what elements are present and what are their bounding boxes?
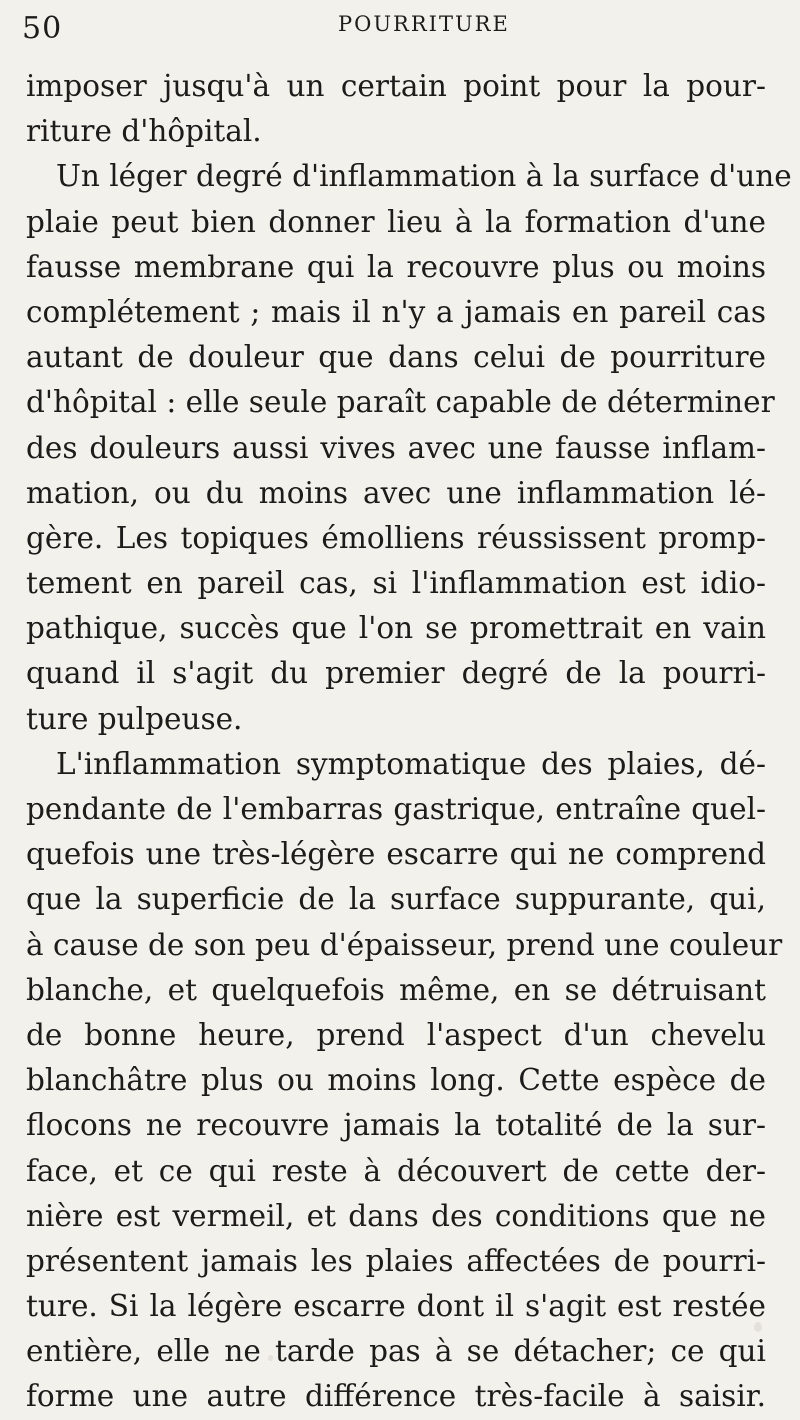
text-line: forme une autre différence très-facile à saisir.	[26, 1379, 766, 1414]
text-line: quand il s'agit du premier degré de la pourri-	[26, 656, 766, 691]
page-header	[0, 0, 800, 60]
text-line: des douleurs aussi vives avec une fausse inflam-	[26, 430, 766, 465]
text-line: que la superficie de la surface suppurante, qui,	[26, 882, 766, 917]
text-line: face, et ce qui reste à découvert de cette der-	[26, 1153, 766, 1188]
paper-spot	[268, 1355, 273, 1361]
text-line: ture pulpeuse.	[26, 701, 243, 736]
text-line: à cause de son peu d'épaisseur, prend une couleur	[26, 927, 783, 962]
running-head: POURRITURE	[338, 12, 510, 36]
text-line: gère. Les topiques émolliens réussissent promp-	[26, 520, 766, 555]
text-line: blanchâtre plus ou moins long. Cette espèce de	[26, 1063, 766, 1098]
text-line: d'hôpital : elle seule paraît capable de déterminer	[26, 385, 775, 420]
text-line: L'inflammation symptomatique des plaies, dé-	[56, 746, 766, 781]
paper-spot	[754, 1322, 762, 1332]
page-number: 50	[22, 11, 63, 46]
text-line: riture d'hôpital.	[26, 114, 262, 149]
text-line: plaie peut bien donner lieu à la formation d'une	[26, 204, 766, 239]
text-line: quefois une très-légère escarre qui ne comprend	[26, 837, 766, 872]
text-line: entière, elle ne tarde pas à se détacher; ce qui	[26, 1334, 766, 1369]
text-line: fausse membrane qui la recouvre plus ou moins	[26, 249, 766, 284]
text-line: blanche, et quelquefois même, en se détruisant	[26, 972, 766, 1007]
text-line: flocons ne recouvre jamais la totalité de la sur-	[26, 1108, 766, 1143]
text-line: imposer jusqu'à un certain point pour la pour-	[26, 69, 766, 103]
text-line: pendante de l'embarras gastrique, entraîne quel-	[26, 792, 766, 826]
text-line: complétement ; mais il n'y a jamais en pareil cas	[26, 294, 766, 329]
text-line: de bonne heure, prend l'aspect d'un chevelu	[26, 1017, 766, 1052]
body-text	[26, 64, 792, 1420]
text-line: Un léger degré d'inflammation à la surface d'une	[56, 159, 792, 194]
text-line: ture. Si la légère escarre dont il s'agit est restée	[26, 1289, 766, 1324]
text-line: tement en pareil cas, si l'inflammation est idio-	[26, 566, 766, 601]
text-line: présentent jamais les plaies affectées de pourri-	[26, 1243, 766, 1278]
text-line: pathique, succès que l'on se promettrait en vain	[26, 611, 766, 646]
text-line: nière est vermeil, et dans des conditions que ne	[26, 1198, 766, 1233]
text-line: autant de douleur que dans celui de pourriture	[26, 340, 766, 375]
text-line: mation, ou du moins avec une inflammation lé-	[26, 475, 766, 510]
